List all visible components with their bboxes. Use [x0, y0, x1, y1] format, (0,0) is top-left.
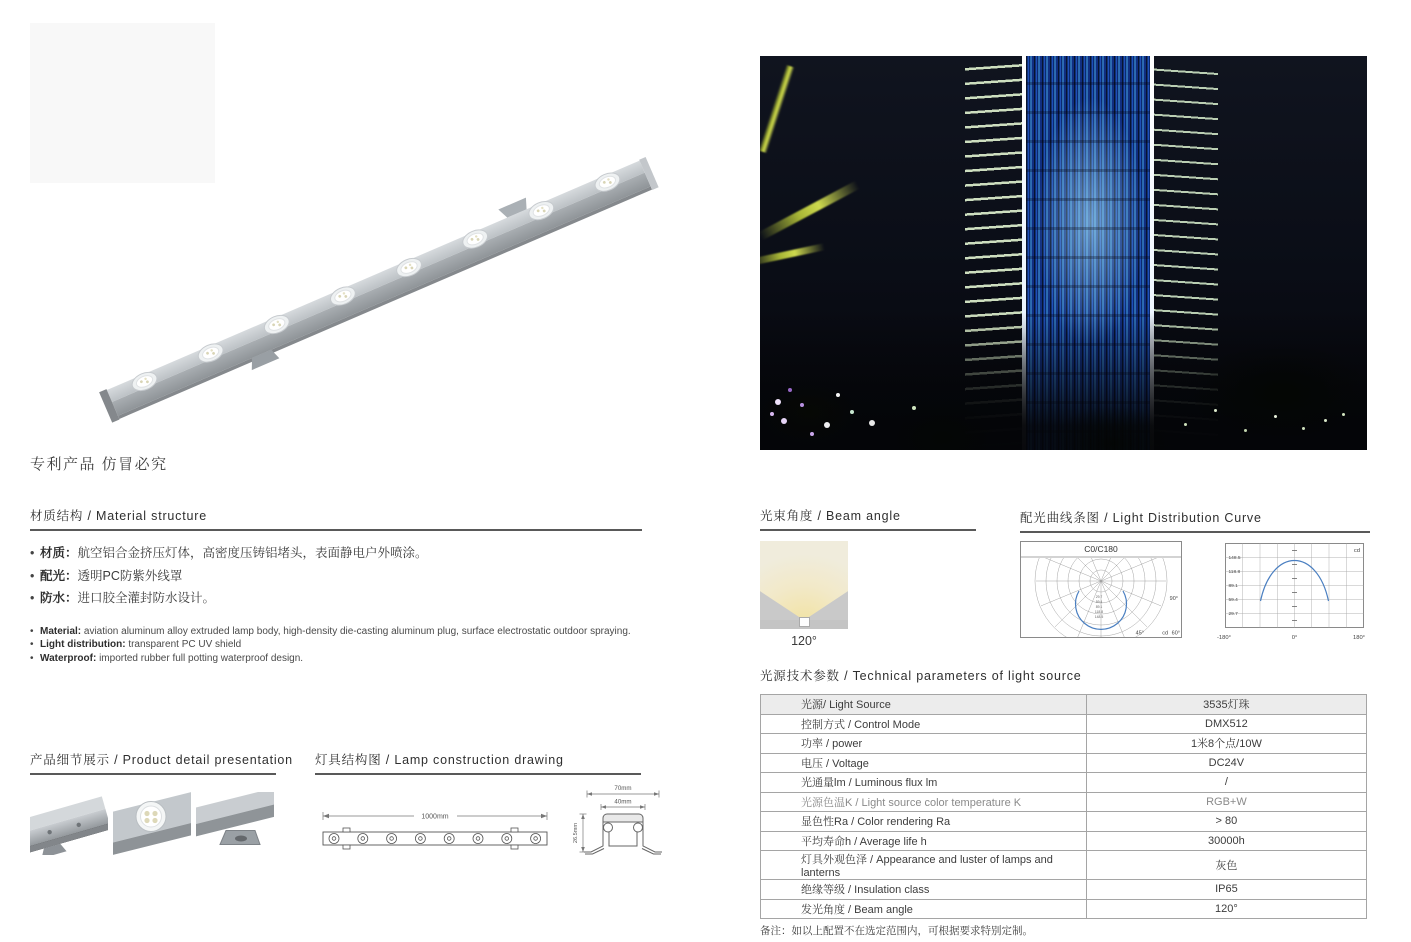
cross-section-profile [584, 814, 662, 854]
param-value: DMX512 [1086, 714, 1366, 734]
param-label: 平均寿命h / Average life h [761, 831, 1087, 851]
param-value: > 80 [1086, 812, 1366, 832]
section-tech-params [760, 666, 1368, 938]
param-value: / [1086, 773, 1366, 793]
section-beam-angle [760, 506, 976, 648]
param-value: 30000h [1086, 831, 1366, 851]
beam-rule [760, 529, 976, 531]
patent-notice: 专利产品 仿冒必究 [30, 456, 168, 473]
svg-text:29.7: 29.7 [1095, 595, 1103, 599]
param-label: 光通量lm / Luminous flux lm [761, 773, 1087, 793]
construction-side-view [318, 808, 553, 860]
detail-photo-bracket [196, 792, 274, 855]
section-construction [315, 750, 641, 870]
application-photo [760, 56, 1367, 450]
polar-grid [1035, 541, 1167, 638]
photo-ground-lights-left [770, 412, 774, 416]
bullet-label: Light distribution: [40, 639, 126, 650]
table-row [761, 792, 1367, 812]
svg-text:118.8: 118.8 [1228, 570, 1241, 576]
table-row [761, 812, 1367, 832]
photo-ground-lights-right [1324, 419, 1327, 422]
bullet-en [30, 638, 642, 652]
svg-text:59.4: 59.4 [1095, 600, 1103, 604]
bullet-en [30, 652, 642, 666]
param-label: 灯具外观色泽 / Appearance and luster of lamps and lanterns [761, 851, 1087, 880]
bullet-dot: • [30, 625, 34, 637]
table-row [761, 714, 1367, 734]
param-value: 灰色 [1086, 851, 1366, 880]
polar-90-label: 90° [1169, 596, 1178, 602]
param-label: 光源/ Light Source [761, 695, 1087, 715]
svg-text:59.4: 59.4 [1228, 598, 1238, 604]
beam-lamp [799, 617, 810, 627]
hero-backdrop [30, 23, 215, 183]
table-footnote: 备注：如以上配置不在选定范围内，可根据要求特别定制。 [760, 925, 1033, 937]
bullet-zh [30, 587, 642, 610]
table-row [761, 899, 1367, 919]
polar-60-label: 60° [1171, 630, 1180, 637]
beam-diagram [760, 541, 848, 629]
detail-photo-lens [113, 792, 191, 855]
bullet-dot: • [30, 546, 35, 560]
polar-plane-label: C0/C180 [1084, 544, 1118, 554]
param-label: 控制方式 / Control Mode [761, 714, 1087, 734]
dim-width-inner: 40mm [614, 798, 632, 806]
bullet-text: aviation aluminum alloy extruded lamp body, high-density die-casting aluminum plug, surface electrostatic outdoor spraying. [81, 625, 631, 637]
photo-leaf-streak [760, 243, 825, 265]
bullet-text: 航空铝合金挤压灯体，高密度压铸铝堵头，表面静电户外喷涂。 [77, 546, 428, 560]
bullet-dot: • [30, 652, 34, 664]
param-value: 120° [1086, 899, 1366, 919]
material-rule [30, 529, 642, 531]
param-value: DC24V [1086, 753, 1366, 773]
svg-text:0°: 0° [1291, 635, 1298, 641]
detail-photos [30, 792, 276, 855]
table-row [761, 831, 1367, 851]
material-title: 材质结构 / Material structure [30, 509, 207, 523]
photo-tree-silhouette [760, 300, 1367, 450]
table-row [761, 880, 1367, 900]
bullet-label: Material: [40, 625, 82, 637]
table-row [761, 773, 1367, 793]
table-row [761, 753, 1367, 773]
dim-length: 1000mm [421, 813, 449, 821]
param-label: 功率 / power [761, 734, 1087, 754]
bullet-label: 配光： [40, 568, 78, 583]
tech-params-table [760, 694, 1367, 919]
bullet-text: 进口胶全灌封防水设计。 [77, 591, 216, 605]
tech-title: 光源技术参数 / Technical parameters of light source [760, 669, 1082, 683]
polar-45-label: 45° [1135, 630, 1144, 637]
polar-distribution-chart [1020, 541, 1182, 638]
construction-title: 灯具结构图 / Lamp construction drawing [315, 753, 564, 767]
param-label: 绝缘等级 / Insulation class [761, 880, 1087, 900]
svg-text:148.5: 148.5 [1228, 556, 1241, 562]
svg-text:148.5: 148.5 [1094, 615, 1104, 619]
material-bullets-en [30, 625, 642, 666]
distribution-title: 配光曲线条图 / Light Distribution Curve [1020, 511, 1262, 525]
bullet-zh [30, 542, 642, 565]
beam-title: 光束角度 / Beam angle [760, 509, 901, 523]
param-value: 3535灯珠 [1086, 695, 1366, 715]
section-product-detail [30, 750, 293, 855]
table-row [761, 695, 1367, 715]
cartesian-y-ticks [1229, 555, 1241, 617]
bullet-label: 材质： [40, 546, 78, 560]
bullet-dot: • [30, 639, 34, 650]
svg-text:180°: 180° [1353, 635, 1365, 641]
table-row [761, 851, 1367, 880]
param-value: RGB+W [1086, 792, 1366, 812]
led-bar-render [95, 148, 661, 429]
bullet-en [30, 625, 642, 639]
cartesian-unit-label: cd [1353, 548, 1360, 554]
dim-width-outer: 70mm [614, 785, 632, 792]
section-light-distribution [1020, 508, 1370, 651]
bullet-zh [30, 565, 642, 588]
detail-title: 产品细节展示 / Product detail presentation [30, 753, 293, 767]
param-value: IP65 [1086, 880, 1366, 900]
param-label: 电压 / Voltage [761, 753, 1087, 773]
cartesian-x-ticks [1217, 635, 1365, 641]
table-row [761, 734, 1367, 754]
product-hero-image [20, 8, 680, 440]
detail-photo-endcap [30, 792, 108, 855]
bullet-dot: • [30, 568, 35, 583]
photo-leaf-streak [760, 181, 860, 241]
construction-cross-section [573, 783, 668, 865]
cartesian-grid [1226, 544, 1364, 628]
svg-text:118.8: 118.8 [1094, 610, 1104, 614]
section-material-structure [30, 506, 642, 665]
bullet-dot: • [30, 591, 35, 605]
svg-text:-180°: -180° [1217, 635, 1231, 641]
detail-rule [30, 773, 276, 775]
param-label: 显色性Ra / Color rendering Ra [761, 812, 1087, 832]
param-label: 发光角度 / Beam angle [761, 899, 1087, 919]
svg-text:89.1: 89.1 [1095, 605, 1103, 609]
bullet-text: transparent PC UV shield [125, 639, 242, 650]
polar-cd-label: cd [1162, 630, 1168, 637]
beam-angle-value: 120° [791, 634, 817, 648]
bullet-label: Waterproof: [40, 652, 97, 664]
svg-text:89.1: 89.1 [1228, 584, 1238, 590]
distribution-rule [1020, 531, 1370, 533]
bullet-label: 防水： [40, 591, 78, 605]
construction-rule [315, 773, 641, 775]
svg-text:29.7: 29.7 [1228, 612, 1238, 618]
bullet-text: 透明PC防紫外线罩 [77, 568, 183, 583]
cartesian-distribution-chart [1212, 541, 1370, 645]
param-value: 1米8个点/10W [1086, 734, 1366, 754]
material-bullets-zh [30, 542, 642, 610]
bullet-text: imported rubber full potting waterproof design. [96, 652, 304, 664]
photo-leaf-streak [760, 65, 795, 153]
dim-height: 26.5mm [573, 822, 579, 844]
param-label: 光源色温K / Light source color temperature K [761, 792, 1087, 812]
polar-radial-ticks [1095, 595, 1104, 619]
